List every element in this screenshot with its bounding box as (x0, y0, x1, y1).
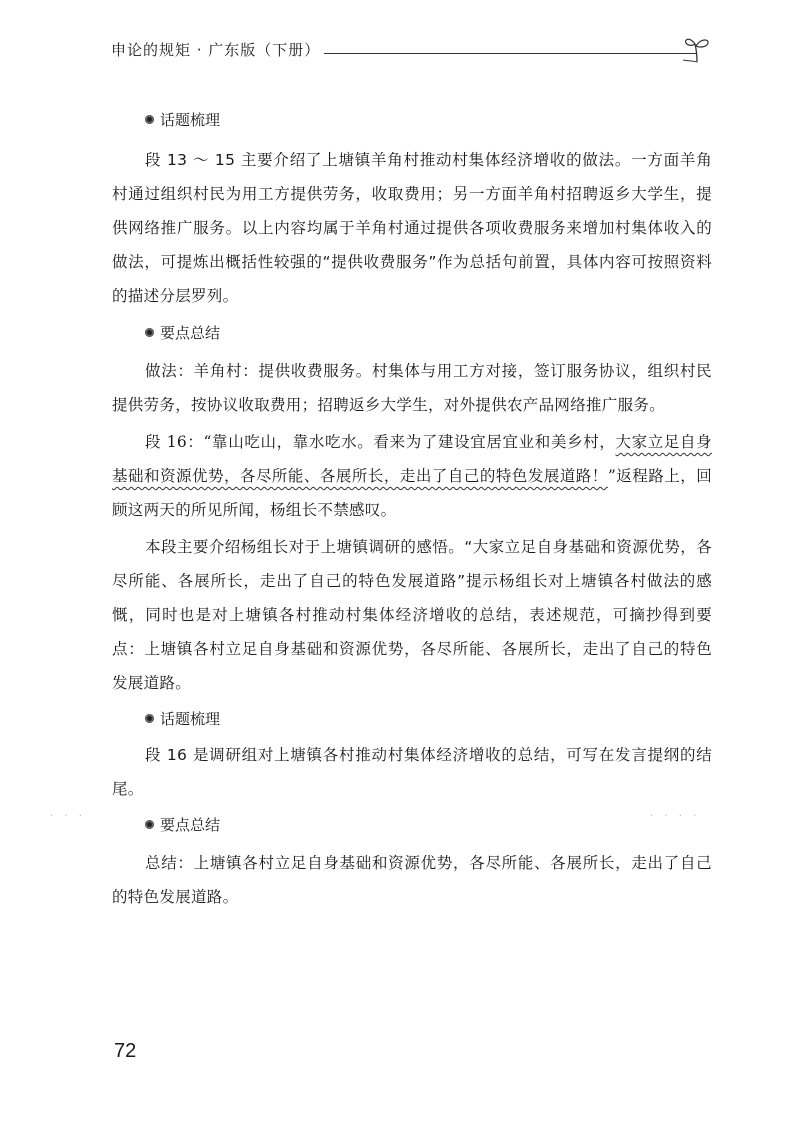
header-rule (311, 53, 697, 54)
page-body (112, 104, 712, 914)
source-quote-paragraph (112, 425, 712, 527)
quote-plain: 段 16：“靠山吃山，靠水吃水。看来为了建设宜居宜业和美乡村， (145, 433, 616, 451)
heading-label: 话题梳理 (160, 111, 221, 129)
bullet-icon (145, 328, 154, 337)
heading-label: 要点总结 (160, 816, 221, 834)
paragraph-topic-1: 段 13 ～ 15 主要介绍了上塘镇羊角村推动村集体经济增收的做法。一方面羊角村通过组织村民为用工方提供劳务，收取费用；另一方面羊角村招聘返乡大学生，提供网络推广服务。以上内容均属于羊角村通过提供各项收费服务来增加村集体收入的做法，可提炼出概括性较强的“提供收费服务”作为总括句前置，具体内容可按照资料的描述分层罗列。 (112, 151, 712, 305)
scan-speck-left: · · · (50, 811, 86, 822)
section-heading-topic-2 (145, 703, 712, 734)
bullet-icon (145, 115, 154, 124)
book-title: 申论的规矩 · 广东版（下册） (111, 39, 324, 60)
page-number: 72 (114, 1040, 137, 1062)
bullet-icon (145, 820, 154, 829)
paragraph-summary-2: 总结：上塘镇各村立足自身基础和资源优势，各尽所能、各展所长，走出了自己的特色发展道路。 (112, 854, 712, 906)
section-heading-summary-1 (145, 317, 712, 348)
section-heading-topic-1 (145, 104, 712, 135)
heading-label: 话题梳理 (160, 710, 221, 728)
paragraph-analysis: 本段主要介绍杨组长对于上塘镇调研的感悟。“大家立足自身基础和资源优势，各尽所能、各展所长，走出了自己的特色发展道路”提示杨组长对上塘镇各村做法的感慨，同时也是对上塘镇各村推动村集体经济增收的总结，表述规范，可摘抄得到要点：上塘镇各村立足自身基础和资源优势，各尽所能、各展所长，走出了自己的特色发展道路。 (112, 538, 712, 692)
paragraph-summary-1: 做法：羊角村：提供收费服务。村集体与用工方对接，签订服务协议，组织村民提供劳务，按协议收取费用；招聘返乡大学生，对外提供农产品网络推广服务。 (112, 362, 712, 414)
quote-underlined: 大家立足自身基础和资源优势，各尽所能、各展所长，走出了自己的特色发展道路！ (112, 433, 712, 485)
scan-speck-right: · · · · (650, 811, 701, 822)
bullet-icon (145, 714, 154, 723)
running-header (111, 34, 711, 64)
heading-label: 要点总结 (160, 324, 221, 342)
quote-tail: ”返程路上，回顾这两天的所见所闻，杨组长不禁感叹。 (112, 467, 712, 519)
sprout-icon (683, 34, 711, 64)
section-heading-summary-2 (145, 809, 712, 840)
paragraph-topic-2: 段 16 是调研组对上塘镇各村推动村集体经济增收的总结，可写在发言提纲的结尾。 (112, 746, 712, 798)
